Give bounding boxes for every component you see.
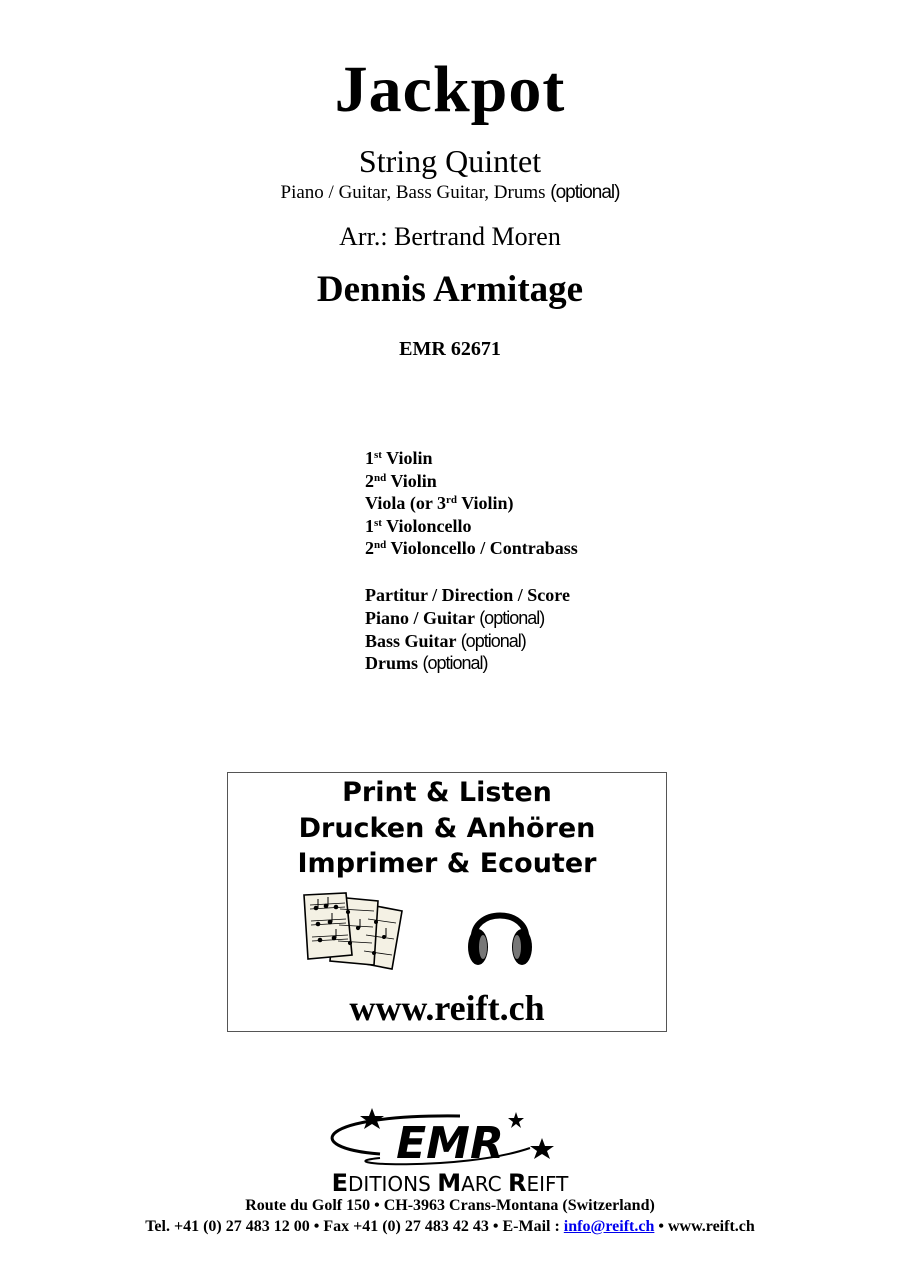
arranger: Arr.: Bertrand Moren — [339, 222, 561, 251]
publisher-name: EDITIONS MARC REIFT — [331, 1169, 569, 1194]
email-link[interactable]: info@reift.ch — [563, 1218, 655, 1235]
instrumentation-optional: (optional) — [550, 182, 620, 203]
part-item: 1st Violin — [365, 448, 433, 468]
extra-part-item: Piano / Guitar (optional) — [365, 607, 545, 628]
extra-parts-list — [365, 584, 570, 675]
title: Jackpot — [334, 53, 566, 126]
publisher-contact: Tel. +41 (0) 27 483 12 00 • Fax +41 (0) 27 483 42 43 • E-Mail : info@reift.ch • www.reift.ch — [145, 1218, 755, 1235]
promo-line: Print & Listen — [342, 777, 552, 808]
subtitle: String Quintet — [358, 143, 542, 179]
instrumentation — [0, 182, 900, 204]
extra-part-item: Bass Guitar (optional) — [365, 630, 526, 651]
part-item: 1st Violoncello — [365, 515, 472, 536]
emr-logo — [260, 1108, 640, 1194]
extra-part-item: Drums (optional) — [365, 653, 488, 674]
promo-url[interactable]: www.reift.ch — [349, 988, 545, 1028]
promo-line: Drucken & Anhören — [298, 813, 596, 844]
catalog-number: EMR 62671 — [399, 338, 501, 360]
print-listen-box — [227, 772, 667, 1032]
instrumentation-main: Piano / Guitar, Bass Guitar, Drums — [280, 182, 546, 203]
headphones-icon — [464, 897, 536, 971]
extra-part-item: Partitur / Direction / Score — [365, 585, 570, 605]
promo-line: Imprimer & Ecouter — [297, 848, 597, 879]
parts-list — [365, 447, 578, 560]
publisher-address: Route du Golf 150 • CH-3963 Crans-Montana (Switzerland) — [245, 1197, 655, 1214]
logo-text: EMR — [396, 1118, 504, 1169]
part-item: Viola (or 3rd Violin) — [365, 493, 514, 513]
part-item: 2nd Violoncello / Contrabass — [365, 538, 578, 558]
sheet-music-icon — [298, 891, 410, 973]
part-item: 2nd Violin — [365, 470, 437, 491]
composer: Dennis Armitage — [316, 269, 584, 310]
